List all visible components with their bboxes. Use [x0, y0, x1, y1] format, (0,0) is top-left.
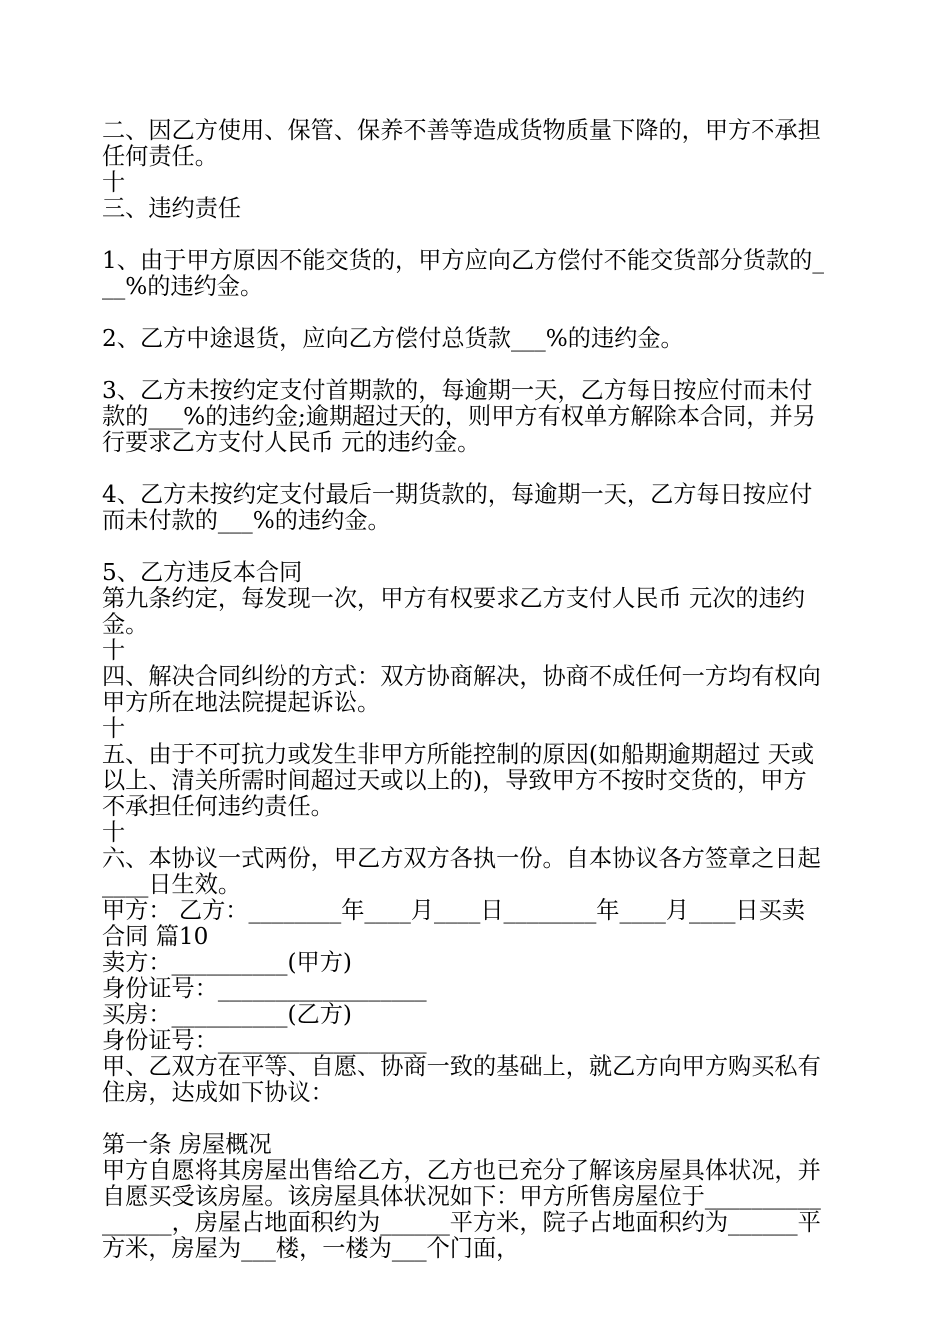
text-line: 而未付款的___%的违约金。 — [102, 507, 391, 534]
text-line: 甲方自愿将其房屋出售给乙方，乙方也已充分了解该房屋具体状况，并 — [102, 1157, 821, 1184]
text-line: 3、乙方未按约定支付首期款的，每逾期一天，乙方每日按应付而未付 — [102, 377, 813, 404]
text-line: 以上、清关所需时间超过天或以上的)，导致甲方不按时交货的，甲方 — [102, 767, 807, 794]
text-line: 5、乙方违反本合同 — [102, 559, 303, 586]
text-line: 第九条约定，每发现一次，甲方有权要求乙方支付人民币 元次的违约 — [102, 585, 805, 612]
blank-line — [102, 352, 852, 378]
text-line: 任何责任。 — [102, 143, 218, 170]
text-line: __%的违约金。 — [102, 273, 264, 300]
blank-line — [102, 300, 852, 326]
document-body — [102, 118, 852, 1262]
signature-line: 甲方： 乙方：________年____月____日________年____月____日买卖 — [102, 897, 805, 924]
section-heading: 六、本协议一式两份，甲乙方双方各执一份。自本协议各方签章之日起 — [102, 845, 821, 872]
section-heading: 四、解决合同纠纷的方式：双方协商解决，协商不成任何一方均有权向 — [102, 663, 821, 690]
text-line: 甲、乙双方在平等、自愿、协商一致的基础上，就乙方向甲方购买私有 — [102, 1053, 821, 1080]
blank-line — [102, 534, 852, 560]
section-heading: 五、由于不可抗力或发生非甲方所能控制的原因(如船期逾期超过 天或 — [102, 741, 815, 768]
seller-field: 卖方：__________(甲方) — [102, 949, 352, 976]
text-line: 自愿买受该房屋。该房屋具体状况如下：甲方所售房屋位于__________ — [102, 1183, 821, 1210]
article-heading: 第一条 房屋概况 — [102, 1131, 272, 1158]
text-line: 不承担任何违约责任。 — [102, 793, 334, 820]
text-line: 金。 — [102, 611, 149, 638]
section-heading: 三、违约责任 — [102, 195, 242, 222]
seller-id-field: 身份证号：__________________ — [102, 975, 427, 1002]
text-line: 住房，达成如下协议： — [102, 1079, 334, 1106]
text-line: 十 — [102, 169, 126, 196]
text-line: 4、乙方未按约定支付最后一期货款的，每逾期一天，乙方每日按应付 — [102, 481, 813, 508]
buyer-id-field: 身份证号：__________________ — [102, 1027, 427, 1054]
text-line: 十 — [102, 715, 126, 742]
text-line: ______，房屋占地面积约为______平方米，院子占地面积约为______平 — [102, 1209, 821, 1236]
contract-title: 合同 篇10 — [102, 923, 209, 950]
text-line: 2、乙方中途退货，应向乙方偿付总货款___%的违约金。 — [102, 325, 684, 352]
text-line: 1、由于甲方原因不能交货的，甲方应向乙方偿付不能交货部分货款的_ — [102, 247, 824, 274]
blank-line — [102, 1106, 852, 1132]
text-line: 款的___%的违约金;逾期超过天的，则甲方有权单方解除本合同，并另 — [102, 403, 816, 430]
text-line: 十 — [102, 819, 126, 846]
text-line: 行要求乙方支付人民币 元的违约金。 — [102, 429, 481, 456]
buyer-field: 买房：__________(乙方) — [102, 1001, 352, 1028]
text-line: 甲方所在地法院提起诉讼。 — [102, 689, 381, 716]
blank-line — [102, 222, 852, 248]
blank-line — [102, 456, 852, 482]
text-line: 十 — [102, 637, 126, 664]
text-line: 二、因乙方使用、保管、保养不善等造成货物质量下降的，甲方不承担 — [102, 117, 821, 144]
text-line: ____日生效。 — [102, 871, 242, 898]
text-line: 方米，房屋为___楼，一楼为___个门面， — [102, 1235, 520, 1262]
